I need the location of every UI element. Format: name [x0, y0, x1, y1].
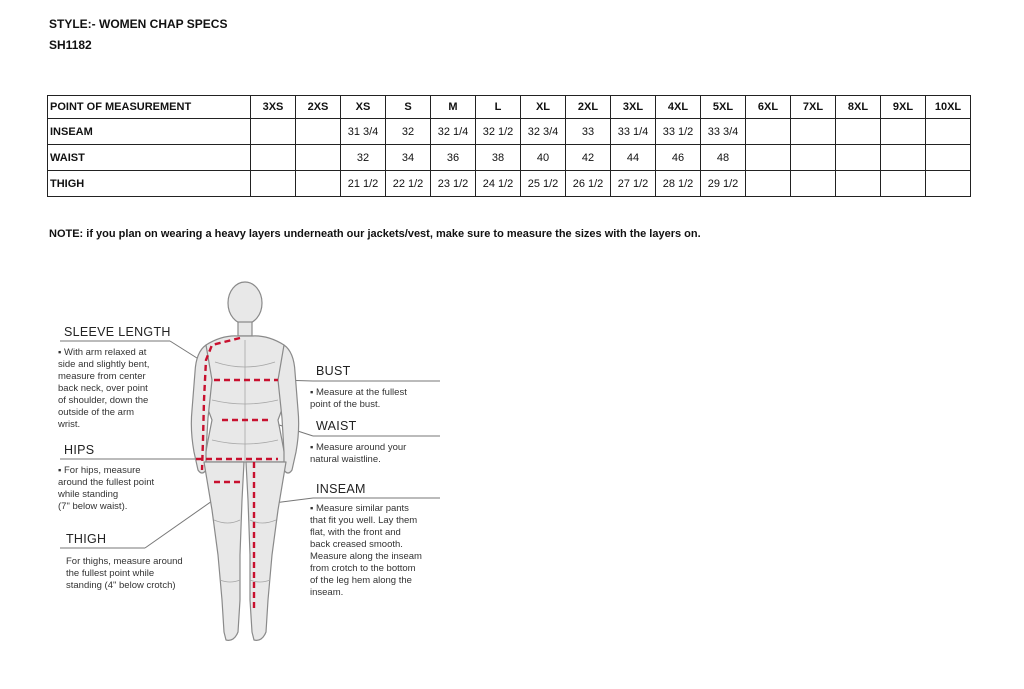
column-header: L: [476, 96, 521, 119]
sleeve-length-text: ▪ With arm relaxed at side and slightly bent, measure from center back neck, over point of shoulder, down the outside of the arm wrist.: [58, 347, 150, 430]
column-header: 3XL: [611, 96, 656, 119]
column-header: 2XS: [296, 96, 341, 119]
layering-note: NOTE: if you plan on wearing a heavy layers underneath our jackets/vest, make sure to measure the sizes with the layers on.: [49, 228, 701, 240]
table-cell: 33 1/4: [611, 119, 656, 145]
table-cell: 28 1/2: [656, 171, 701, 197]
table-cell: 34: [386, 145, 431, 171]
waist-label: WAIST: [316, 419, 357, 433]
sleeve-length-label: SLEEVE LENGTH: [64, 325, 171, 339]
row-label: INSEAM: [48, 119, 251, 145]
column-header: 10XL: [926, 96, 971, 119]
hips-text: ▪ For hips, measure around the fullest point while standing (7" below waist).: [58, 465, 155, 512]
table-cell: 32: [341, 145, 386, 171]
table-cell: 42: [566, 145, 611, 171]
table-cell: 27 1/2: [611, 171, 656, 197]
column-header: 7XL: [791, 96, 836, 119]
style-code: SH1182: [49, 38, 92, 52]
table-cell: 21 1/2: [341, 171, 386, 197]
column-header: S: [386, 96, 431, 119]
table-cell: 40: [521, 145, 566, 171]
table-cell: 23 1/2: [431, 171, 476, 197]
style-title: STYLE:- WOMEN CHAP SPECS: [49, 17, 228, 31]
thigh-label: THIGH: [66, 532, 107, 546]
column-header: POINT OF MEASUREMENT: [48, 96, 251, 119]
table-cell: 32 3/4: [521, 119, 566, 145]
hips-label: HIPS: [64, 443, 95, 457]
inseam-text: ▪ Measure similar pants that fit you well. Lay them flat, with the front and back creased smooth. Measure along the inseam from crotch to the bottom of the leg hem along the inseam.: [310, 503, 422, 598]
table-cell: 36: [431, 145, 476, 171]
table-cell: 33 3/4: [701, 119, 746, 145]
row-label: WAIST: [48, 145, 251, 171]
waist-text: ▪ Measure around your natural waistline.: [310, 442, 407, 465]
table-cell: 24 1/2: [476, 171, 521, 197]
table-cell: 32 1/2: [476, 119, 521, 145]
table-cell: 31 3/4: [341, 119, 386, 145]
table-cell: 48: [701, 145, 746, 171]
bust-label: BUST: [316, 364, 351, 378]
column-header: 6XL: [746, 96, 791, 119]
bust-text: ▪ Measure at the fullest point of the bust.: [310, 387, 407, 410]
column-header: 8XL: [836, 96, 881, 119]
table-cell: 22 1/2: [386, 171, 431, 197]
table-cell: 38: [476, 145, 521, 171]
table-cell: 46: [656, 145, 701, 171]
table-cell: 32 1/4: [431, 119, 476, 145]
column-header: 5XL: [701, 96, 746, 119]
table-cell: 33: [566, 119, 611, 145]
column-header: 9XL: [881, 96, 926, 119]
table-cell: 32: [386, 119, 431, 145]
inseam-label: INSEAM: [316, 482, 366, 496]
table-cell: 25 1/2: [521, 171, 566, 197]
table-cell: 29 1/2: [701, 171, 746, 197]
column-header: XS: [341, 96, 386, 119]
column-header: 2XL: [566, 96, 611, 119]
table-cell: 33 1/2: [656, 119, 701, 145]
column-header: XL: [521, 96, 566, 119]
row-label: THIGH: [48, 171, 251, 197]
column-header: M: [431, 96, 476, 119]
table-cell: 26 1/2: [566, 171, 611, 197]
table-cell: 44: [611, 145, 656, 171]
column-header: 3XS: [251, 96, 296, 119]
thigh-text: For thighs, measure around the fullest point while standing (4" below crotch): [66, 556, 183, 591]
column-header: 4XL: [656, 96, 701, 119]
